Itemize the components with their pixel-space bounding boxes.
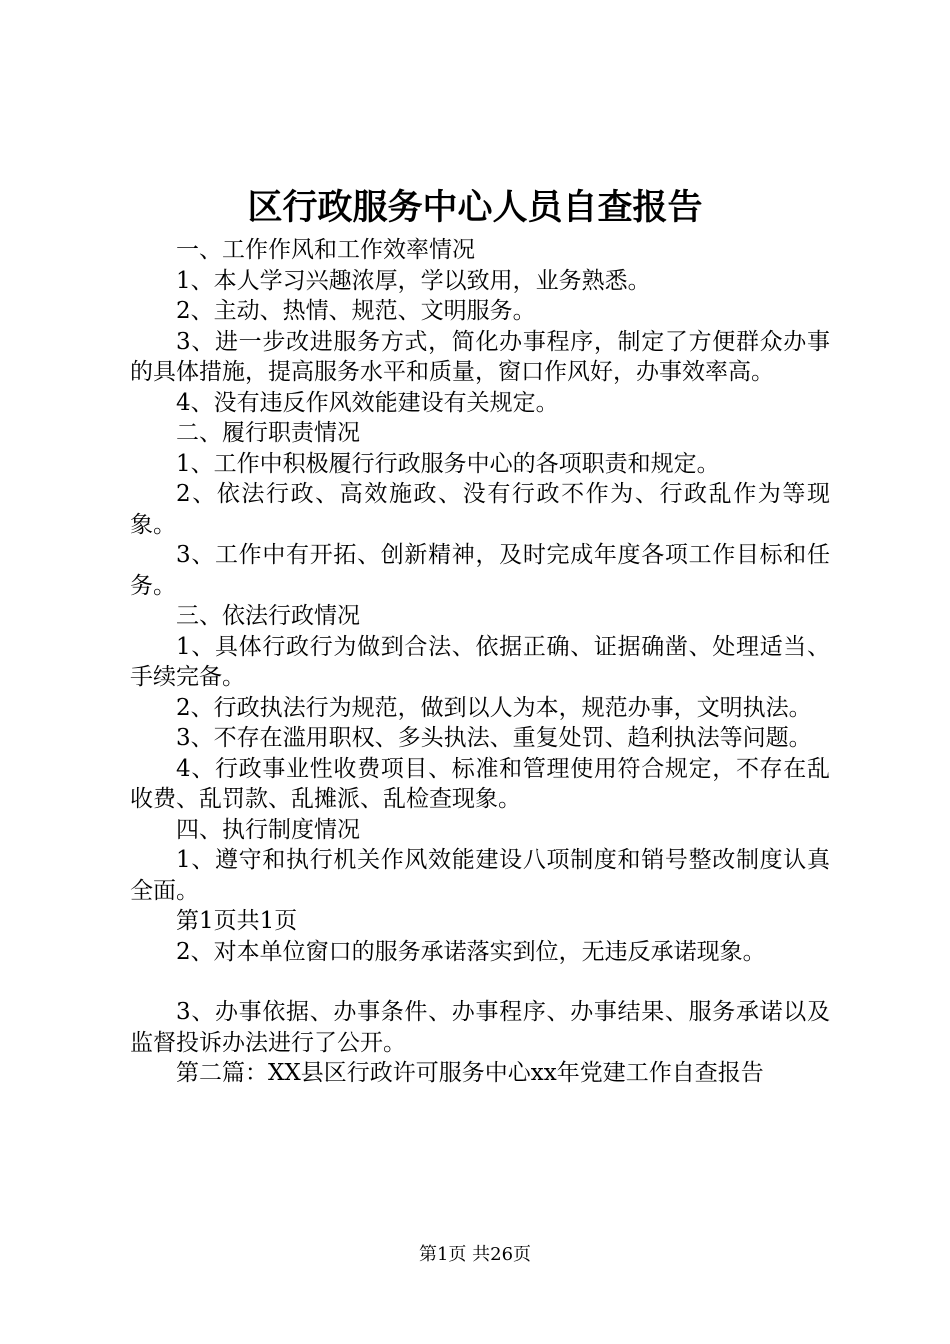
next-section-title: 第二篇：XX县区行政许可服务中心xx年党建工作自查报告 xyxy=(176,1060,764,1086)
paragraph: 2、依法行政、高效施政、没有行政不作为、行政乱作为等现象。 xyxy=(130,481,830,538)
paragraph: 3、工作中有开拓、创新精神，及时完成年度各项工作目标和任务。 xyxy=(130,542,830,599)
paragraph: 2、对本单位窗口的服务承诺落实到位，无违反承诺现象。 xyxy=(176,938,766,965)
document-title: 区行政服务中心人员自查报告 xyxy=(247,188,703,228)
section-heading: 一、工作作风和工作效率情况 xyxy=(176,237,475,263)
page-footer: 第1页 共26页 xyxy=(418,1244,532,1265)
section-heading: 二、履行职责情况 xyxy=(176,420,360,446)
paragraph: 3、不存在滥用职权、多头执法、重复处罚、趋利执法等问题。 xyxy=(176,725,812,751)
paragraph: 1、具体行政行为做到合法、依据正确、证据确凿、处理适当、手续完备。 xyxy=(130,633,830,690)
document-body xyxy=(130,235,830,1089)
section-heading: 四、执行制度情况 xyxy=(176,816,360,843)
paragraph: 3、进一步改进服务方式，简化办事程序，制定了方便群众办事的具体措施，提高服务水平和质量，窗口作风好，办事效率高。 xyxy=(130,328,830,385)
paragraph: 3、办事依据、办事条件、办事程序、办事结果、服务承诺以及监督投诉办法进行了公开。 xyxy=(130,999,830,1056)
inline-page-number: 第1页共1页 xyxy=(176,908,298,934)
paragraph: 4、行政事业性收费项目、标准和管理使用符合规定，不存在乱收费、乱罚款、乱摊派、乱检查现象。 xyxy=(130,755,830,812)
paragraph: 1、工作中积极履行行政服务中心的各项职责和规定。 xyxy=(176,450,720,477)
paragraph: 1、遵守和执行机关作风效能建设八项制度和销号整改制度认真全面。 xyxy=(130,847,830,904)
paragraph: 4、没有违反作风效能建设有关规定。 xyxy=(176,389,559,416)
section-heading: 三、依法行政情况 xyxy=(176,603,360,629)
paragraph: 2、主动、热情、规范、文明服务。 xyxy=(176,298,536,324)
paragraph: 2、行政执法行为规范，做到以人为本，规范办事，文明执法。 xyxy=(176,694,812,721)
paragraph: 1、本人学习兴趣浓厚，学以致用，业务熟悉。 xyxy=(176,267,651,294)
